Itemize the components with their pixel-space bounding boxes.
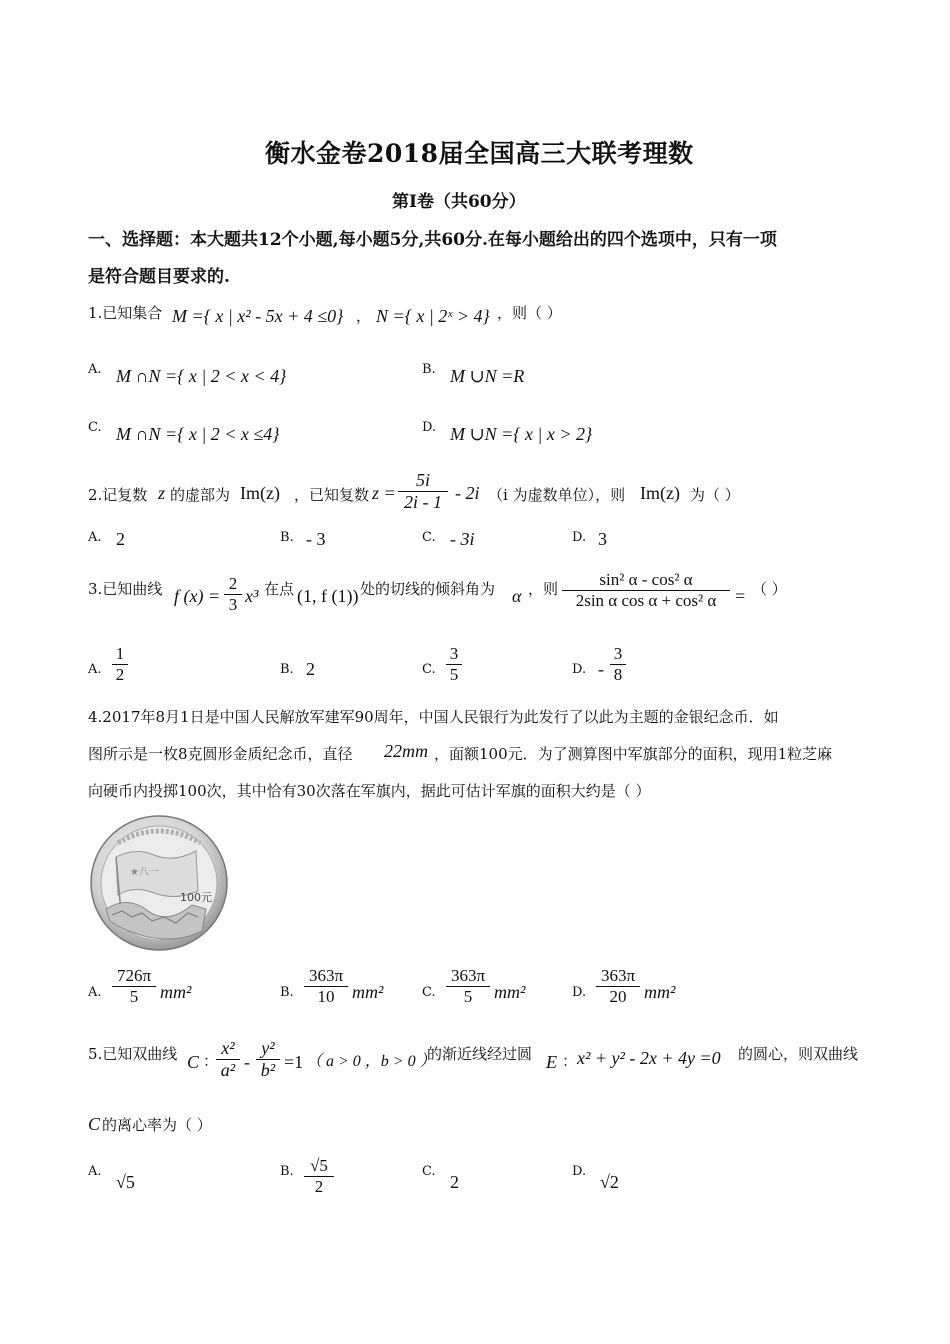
q2-option-b[interactable]: - 3 xyxy=(306,529,326,549)
q5-option-b-label[interactable]: B. xyxy=(280,1164,294,1179)
q2-option-c[interactable]: - 3i xyxy=(450,529,475,549)
q2-frac-den: 2i - 1 xyxy=(404,492,442,512)
q4-option-a-label[interactable]: A. xyxy=(88,985,102,1000)
q3-c-num: 3 xyxy=(449,644,459,663)
q2-imz: Im(z) xyxy=(240,483,280,503)
q2-mid1: 的虚部为 xyxy=(170,486,231,504)
q5-eq1: =1 xyxy=(284,1052,304,1072)
q2-frac-num: 5i xyxy=(415,470,430,490)
q3-a-num: 1 xyxy=(115,644,125,663)
instructions-line-2: 是符合题目要求的. xyxy=(88,267,230,287)
coin-value-label: 100元 xyxy=(180,891,212,904)
q3-fx: f (x) = xyxy=(174,586,221,606)
q5-f1-num: x² xyxy=(221,1038,235,1058)
q2-prefix: 2.记复数 xyxy=(88,486,148,504)
q4-d-den: 20 xyxy=(609,987,627,1006)
q4-a-unit: mm² xyxy=(160,982,192,1002)
q1-option-a-label[interactable]: A. xyxy=(88,362,102,377)
q2-option-b-label[interactable]: B. xyxy=(280,530,294,545)
q3-mid3: ，则 xyxy=(528,580,559,598)
q3-big-fraction xyxy=(562,570,730,611)
q4-line-2b: ，面额100元．为了测算图中军旗部分的面积，现用1粒芝麻 xyxy=(434,745,833,763)
q2-option-c-label[interactable]: C. xyxy=(422,530,436,545)
q4-line-2a: 图所示是一枚8克圆形金质纪念币，直径 xyxy=(88,745,353,763)
q4-option-d[interactable] xyxy=(596,966,640,1007)
q3-option-b[interactable]: 2 xyxy=(306,659,315,679)
q5-option-b[interactable] xyxy=(304,1156,334,1197)
q5-prefix: 5.已知双曲线 xyxy=(88,1045,178,1063)
commemorative-coin-image xyxy=(88,813,230,953)
q3-option-c[interactable] xyxy=(446,644,462,685)
q5-condition: （ a > 0 ，b > 0 ） xyxy=(306,1053,436,1070)
q2-zeq: z = xyxy=(372,483,396,503)
q3-big-den: 2sin α cos α + cos² α xyxy=(575,591,717,610)
q5-mid1: 的渐近线经过圆 xyxy=(427,1045,533,1063)
q3-x3: x³ xyxy=(245,586,259,606)
q5-minus: - xyxy=(244,1052,250,1072)
q3-point: (1, f (1)) xyxy=(297,586,359,606)
q2-z: z xyxy=(158,483,166,503)
q5-c: C xyxy=(187,1052,200,1072)
q5-colon-2: ： xyxy=(562,1052,578,1070)
q2-suffix: 为（ ） xyxy=(690,486,740,504)
q2-paren-note: （i 为虚数单位），则 xyxy=(488,486,626,504)
q1-option-d[interactable]: M ∪N ={ x | x > 2} xyxy=(450,424,593,444)
q5-option-a[interactable]: √5 xyxy=(116,1172,135,1192)
q2-mid2: ，已知复数 xyxy=(294,486,370,504)
q1-option-b-label[interactable]: B. xyxy=(422,362,436,377)
q4-line-3: 向硬币内投掷100次，其中恰有30次落在军旗内，据此可估计军旗的面积大约是（ ） xyxy=(88,782,651,800)
q4-option-b-label[interactable]: B. xyxy=(280,985,294,1000)
q5-option-c[interactable]: 2 xyxy=(450,1172,459,1192)
q5-b-den: 2 xyxy=(314,1177,324,1196)
q4-a-den: 5 xyxy=(129,987,139,1006)
q3-mid1: 在点 xyxy=(264,580,295,598)
q5-option-c-label[interactable]: C. xyxy=(422,1164,436,1179)
q3-big-num: sin² α - cos² α xyxy=(599,570,693,589)
q4-option-b[interactable] xyxy=(304,966,348,1007)
q5-circle-eq: x² + y² - 2x + 4y =0 xyxy=(577,1048,721,1068)
q5-f1-den: a² xyxy=(220,1060,236,1080)
q5-line-2: 的离心率为（ ） xyxy=(102,1116,212,1134)
q3-d-den: 8 xyxy=(613,665,623,684)
q3-coef-den: 3 xyxy=(228,595,238,614)
q1-suffix: ，则（ ） xyxy=(497,304,562,322)
q3-option-c-label[interactable]: C. xyxy=(422,662,436,677)
q3-mid2: 处的切线的倾斜角为 xyxy=(360,580,496,598)
q4-option-a[interactable] xyxy=(112,966,156,1007)
q5-option-d[interactable]: √2 xyxy=(600,1172,619,1192)
q3-option-a-label[interactable]: A. xyxy=(88,662,102,677)
q5-fraction-x xyxy=(216,1038,240,1081)
q3-equals: = xyxy=(735,586,746,606)
q3-c-den: 5 xyxy=(449,665,459,684)
q3-prefix: 3.已知曲线 xyxy=(88,580,163,598)
q4-option-d-label[interactable]: D. xyxy=(572,985,587,1000)
q3-coef-fraction xyxy=(224,574,242,615)
q3-option-d[interactable] xyxy=(610,644,626,685)
q3-coef-num: 2 xyxy=(228,574,238,593)
q4-d-num: 363π xyxy=(600,966,636,985)
page-title: 衡水金卷2018届全国高三大联考理数 xyxy=(265,139,694,168)
q3-option-b-label[interactable]: B. xyxy=(280,662,294,677)
q5-option-a-label[interactable]: A. xyxy=(88,1164,102,1179)
q1-option-b[interactable]: M ∪N =R xyxy=(450,366,525,386)
q2-minus-2i: - 2i xyxy=(455,483,480,503)
q4-b-num: 363π xyxy=(308,966,344,985)
q1-comma: ， xyxy=(356,307,372,325)
q5-colon: ： xyxy=(203,1052,219,1070)
q2-option-d[interactable]: 3 xyxy=(598,529,607,549)
q5-option-d-label[interactable]: D. xyxy=(572,1164,587,1179)
q3-alpha: α xyxy=(512,586,522,606)
q2-option-d-label[interactable]: D. xyxy=(572,530,587,545)
q3-a-den: 2 xyxy=(115,665,125,684)
q2-imz-2: Im(z) xyxy=(640,483,680,503)
q5-b-num: √5 xyxy=(310,1156,328,1175)
q1-option-c-label[interactable]: C. xyxy=(88,420,102,435)
q4-c-num: 363π xyxy=(450,966,486,985)
q1-set-n: N ={ x | 2ˣ > 4} xyxy=(376,306,490,326)
q3-d-sign: - xyxy=(598,659,604,679)
q5-c-line2: C xyxy=(88,1114,101,1134)
q4-d-unit: mm² xyxy=(644,982,676,1002)
q4-diameter: 22mm xyxy=(384,741,428,761)
q2-option-a-label[interactable]: A. xyxy=(88,530,102,545)
q4-b-unit: mm² xyxy=(352,982,384,1002)
q3-suffix: （ ） xyxy=(752,580,787,598)
q4-line-1: 4.2017年8月1日是中国人民解放军建军90周年，中国人民银行为此发行了以此为主题的金银纪念币．如 xyxy=(88,708,779,726)
q1-set-m: M ={ x | x² - 5x + 4 ≤0} xyxy=(172,306,344,326)
q3-option-a[interactable] xyxy=(112,644,128,685)
q2-option-a[interactable]: 2 xyxy=(116,529,125,549)
q5-f2-den: b² xyxy=(260,1060,276,1080)
q1-option-d-label[interactable]: D. xyxy=(422,420,437,435)
q4-c-den: 5 xyxy=(463,987,473,1006)
svg-text:★八一: ★八一 xyxy=(130,867,159,878)
q5-fraction-y xyxy=(256,1038,280,1081)
q3-d-num: 3 xyxy=(613,644,623,663)
q4-a-num: 726π xyxy=(116,966,152,985)
section-header: 第Ⅰ卷（共60分） xyxy=(392,192,526,212)
q3-option-d-label[interactable]: D. xyxy=(572,662,587,677)
q1-prefix: 1.已知集合 xyxy=(88,304,163,322)
q4-c-unit: mm² xyxy=(494,982,526,1002)
q4-option-c-label[interactable]: C. xyxy=(422,985,436,1000)
q5-mid2: 的圆心，则双曲线 xyxy=(738,1045,859,1063)
q5-e: E xyxy=(546,1052,557,1072)
coin-svg xyxy=(88,813,230,953)
q2-fraction xyxy=(398,470,448,513)
q5-f2-num: y² xyxy=(261,1038,275,1058)
q4-option-c[interactable] xyxy=(446,966,490,1007)
q1-option-c[interactable]: M ∩N ={ x | 2 < x ≤4} xyxy=(116,424,280,444)
q1-option-a[interactable]: M ∩N ={ x | 2 < x < 4} xyxy=(116,366,287,386)
q4-b-den: 10 xyxy=(317,987,335,1006)
instructions-line-1: 一、选择题：本大题共12个小题,每小题5分,共60分.在每小题给出的四个选项中，只有一项 xyxy=(88,230,777,250)
